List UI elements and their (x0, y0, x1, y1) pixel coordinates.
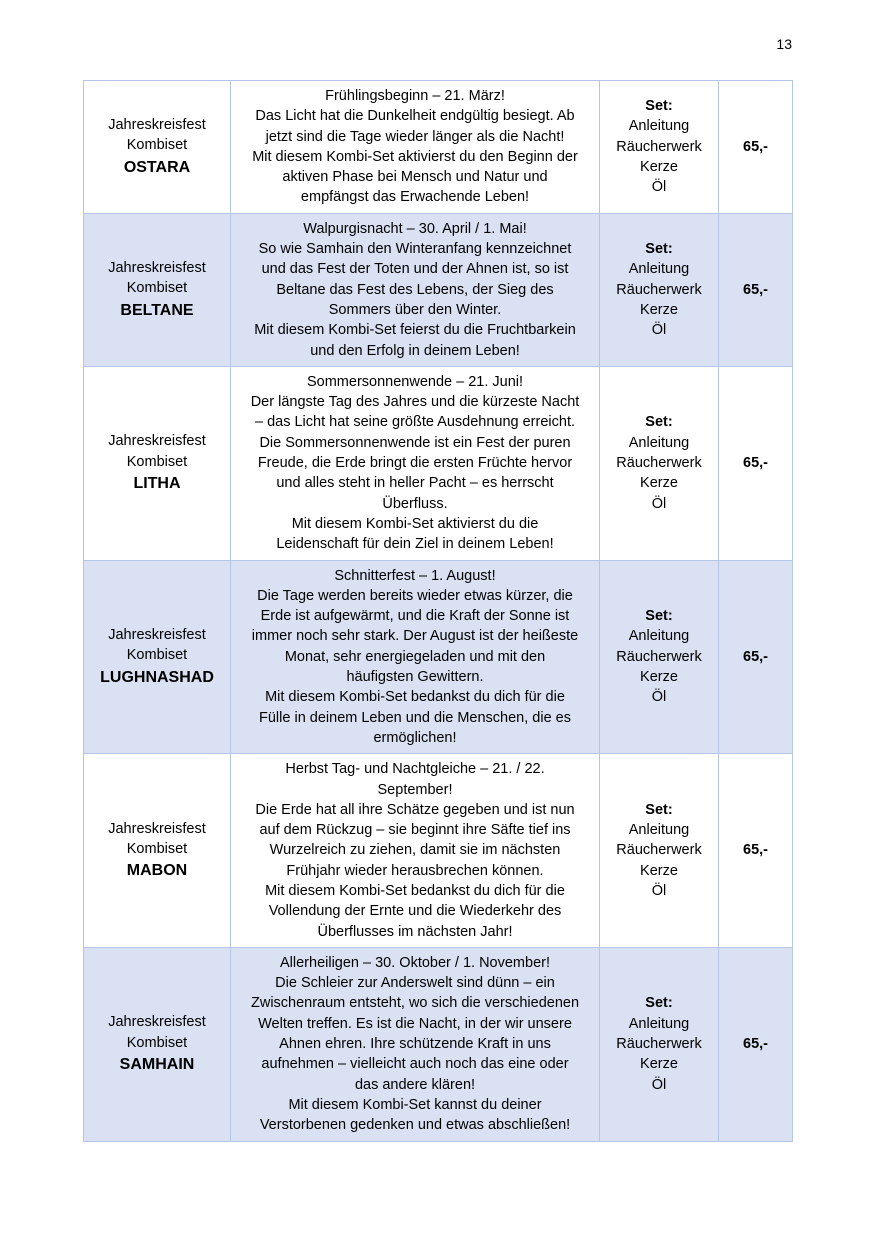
description-line: Frühjahr wieder herausbrechen können. (286, 862, 544, 879)
description-line: Vollendung der Ernte und die Wiederkehr des (268, 903, 562, 920)
description-line: Welten treffen. Es ist die Nacht, in der wir unsere (258, 1015, 572, 1032)
description-line: Die Erde hat all ihre Schätze gegeben und ist nun (255, 801, 575, 818)
description-line: Sommers über den Winter. (328, 301, 502, 318)
product-label-line: Jahreskreisfest (108, 1014, 206, 1031)
description-line: Die Tage werden bereits wieder etwas kürzer, die (257, 587, 573, 604)
description-line: Mit diesem Kombi-Set bedankst du dich für die (265, 882, 565, 899)
product-table (83, 80, 793, 1142)
description-line: und das Fest der Toten und der Ahnen ist, so ist (261, 261, 569, 278)
fest-name: LUGHNASHAD (100, 668, 214, 686)
description-line: ermöglichen! (373, 729, 457, 746)
set-item: Kerze (640, 862, 678, 879)
description-line: So wie Samhain den Winteranfang kennzeichnet (258, 241, 572, 258)
product-label-line: Kombiset (126, 137, 188, 154)
description-line: Wurzelreich zu ziehen, damit sie im nächsten (269, 842, 561, 859)
description-line: empfängst das Erwachende Leben! (300, 189, 530, 206)
fest-name: MABON (126, 862, 188, 880)
product-label-line: Kombiset (126, 1034, 188, 1051)
product-label-line: Jahreskreisfest (108, 260, 206, 277)
description-line: Das Licht hat die Dunkelheit endgültig besiegt. Ab (255, 108, 575, 125)
description-line: Freude, die Erde bringt die ersten Früchte hervor (257, 455, 573, 472)
description-line: und alles steht in heller Pacht – es herrscht (276, 475, 554, 492)
description-cell (231, 81, 600, 214)
set-contents-cell (600, 560, 719, 754)
set-item: Öl (651, 322, 667, 339)
description-line: Mit diesem Kombi-Set feierst du die Fruchtbarkein (254, 322, 576, 339)
price-cell (719, 560, 793, 754)
description-line: Die Sommersonnenwende ist ein Fest der puren (259, 434, 571, 451)
table-row (84, 366, 793, 560)
description-cell (231, 754, 600, 948)
description-line: Schnitterfest – 1. August! (334, 567, 496, 584)
product-label-line: Kombiset (126, 841, 188, 858)
set-title: Set: (645, 241, 673, 258)
page-number: 13 (776, 36, 792, 52)
product-name-cell (84, 754, 231, 948)
table-row (84, 560, 793, 754)
set-item: Kerze (640, 159, 678, 176)
product-label-line: Kombiset (126, 647, 188, 664)
description-line: Ahnen ehren. Ihre schützende Kraft in uns (279, 1036, 551, 1053)
set-item: Kerze (640, 301, 678, 318)
product-name-cell (84, 366, 231, 560)
fest-name: LITHA (133, 474, 181, 492)
product-name-cell (84, 560, 231, 754)
description-line: Überfluss. (382, 495, 448, 512)
set-item: Anleitung (628, 118, 690, 135)
description-cell (231, 213, 600, 366)
table-row (84, 947, 793, 1141)
set-item: Räucherwerk (616, 842, 702, 859)
set-item: Öl (651, 1076, 667, 1093)
set-contents-cell (600, 366, 719, 560)
product-label-line: Jahreskreisfest (108, 117, 206, 134)
description-line: aufnehmen – vielleicht auch noch das eine oder (261, 1056, 569, 1073)
set-contents-cell (600, 947, 719, 1141)
set-item: Anleitung (628, 628, 690, 645)
description-line: immer noch sehr stark. Der August ist der heißeste (251, 628, 579, 645)
set-item: Anleitung (628, 261, 690, 278)
price: 65,- (743, 1036, 768, 1053)
table-row (84, 213, 793, 366)
fest-name: SAMHAIN (119, 1056, 195, 1073)
price-cell (719, 366, 793, 560)
description-line: Zwischenraum entsteht, wo sich die verschiedenen (250, 995, 580, 1012)
price: 65,- (743, 842, 768, 859)
description-line: Herbst Tag- und Nachtgleiche – 21. / 22. (285, 761, 545, 778)
description-line: Erde ist aufgewärmt, und die Kraft der Sonne ist (260, 608, 570, 625)
description-line: Mit diesem Kombi-Set bedankst du dich für die (265, 689, 565, 706)
price-cell (719, 213, 793, 366)
description-line: auf dem Rückzug – sie beginnt ihre Säfte tief ins (259, 822, 571, 839)
set-title: Set: (645, 98, 673, 115)
set-title: Set: (645, 608, 673, 625)
set-item: Öl (651, 495, 667, 512)
description-cell (231, 560, 600, 754)
set-item: Kerze (640, 1056, 678, 1073)
description-line: Überflusses im nächsten Jahr! (317, 923, 513, 940)
description-line: Mit diesem Kombi-Set aktivierst du den Beginn der (252, 148, 578, 165)
description-line: jetzt sind die Tage wieder länger als die Nacht! (265, 128, 565, 145)
description-line: häufigsten Gewittern. (346, 669, 484, 686)
set-title: Set: (645, 414, 673, 431)
set-item: Räucherwerk (616, 1036, 702, 1053)
price-cell (719, 81, 793, 214)
description-line: Mit diesem Kombi-Set aktivierst du die (291, 515, 539, 532)
price: 65,- (743, 281, 768, 298)
set-item: Anleitung (628, 822, 690, 839)
product-label-line: Kombiset (126, 280, 188, 297)
set-item: Kerze (640, 669, 678, 686)
description-line: – das Licht hat seine größte Ausdehnung erreicht. (254, 414, 575, 431)
set-item: Kerze (640, 475, 678, 492)
set-title: Set: (645, 995, 673, 1012)
description-line: Fülle in deinem Leben und die Menschen, die es (259, 709, 571, 726)
set-contents-cell (600, 213, 719, 366)
set-item: Räucherwerk (616, 281, 702, 298)
set-item: Räucherwerk (616, 648, 702, 665)
product-label-line: Jahreskreisfest (108, 820, 206, 837)
product-name-cell (84, 947, 231, 1141)
description-line: und den Erfolg in deinem Leben! (310, 342, 520, 359)
set-item: Anleitung (628, 1015, 690, 1032)
product-table-body (84, 81, 793, 1142)
fest-name: BELTANE (120, 301, 194, 319)
price-cell (719, 947, 793, 1141)
description-line: Frühlingsbeginn – 21. März! (325, 88, 505, 104)
description-line: Beltane das Fest des Lebens, der Sieg des (276, 281, 554, 298)
set-contents-cell (600, 754, 719, 948)
description-cell (231, 947, 600, 1141)
description-line: Verstorbenen gedenken und etwas abschließen! (259, 1117, 571, 1134)
description-line: Die Schleier zur Anderswelt sind dünn – ein (275, 975, 555, 992)
set-title: Set: (645, 801, 673, 818)
description-line: September! (377, 781, 453, 798)
table-row (84, 754, 793, 948)
description-line: aktiven Phase bei Mensch und Natur und (282, 169, 548, 186)
table-row (84, 81, 793, 214)
description-line: Leidenschaft für dein Ziel in deinem Leben! (276, 536, 554, 553)
description-line: Allerheiligen – 30. Oktober / 1. November! (280, 954, 550, 971)
description-line: das andere klären! (354, 1076, 476, 1093)
set-item: Öl (651, 882, 667, 899)
price: 65,- (743, 648, 768, 665)
description-line: Monat, sehr energiegeladen und mit den (284, 648, 546, 665)
product-name-cell (84, 213, 231, 366)
set-item: Öl (651, 179, 667, 196)
product-label-line: Kombiset (126, 453, 188, 470)
price: 65,- (743, 138, 768, 155)
description-line: Mit diesem Kombi-Set kannst du deiner (288, 1096, 542, 1113)
set-item: Räucherwerk (616, 455, 702, 472)
product-name-cell (84, 81, 231, 214)
set-item: Anleitung (628, 434, 690, 451)
description-line: Der längste Tag des Jahres und die kürzeste Nacht (250, 394, 580, 411)
price-cell (719, 754, 793, 948)
description-line: Sommersonnenwende – 21. Juni! (306, 373, 524, 390)
description-line: Walpurgisnacht – 30. April / 1. Mai! (303, 220, 527, 237)
set-item: Räucherwerk (616, 138, 702, 155)
set-contents-cell (600, 81, 719, 214)
description-cell (231, 366, 600, 560)
set-item: Öl (651, 689, 667, 706)
product-label-line: Jahreskreisfest (108, 433, 206, 450)
fest-name: OSTARA (123, 158, 191, 176)
product-label-line: Jahreskreisfest (108, 627, 206, 644)
price: 65,- (743, 455, 768, 472)
